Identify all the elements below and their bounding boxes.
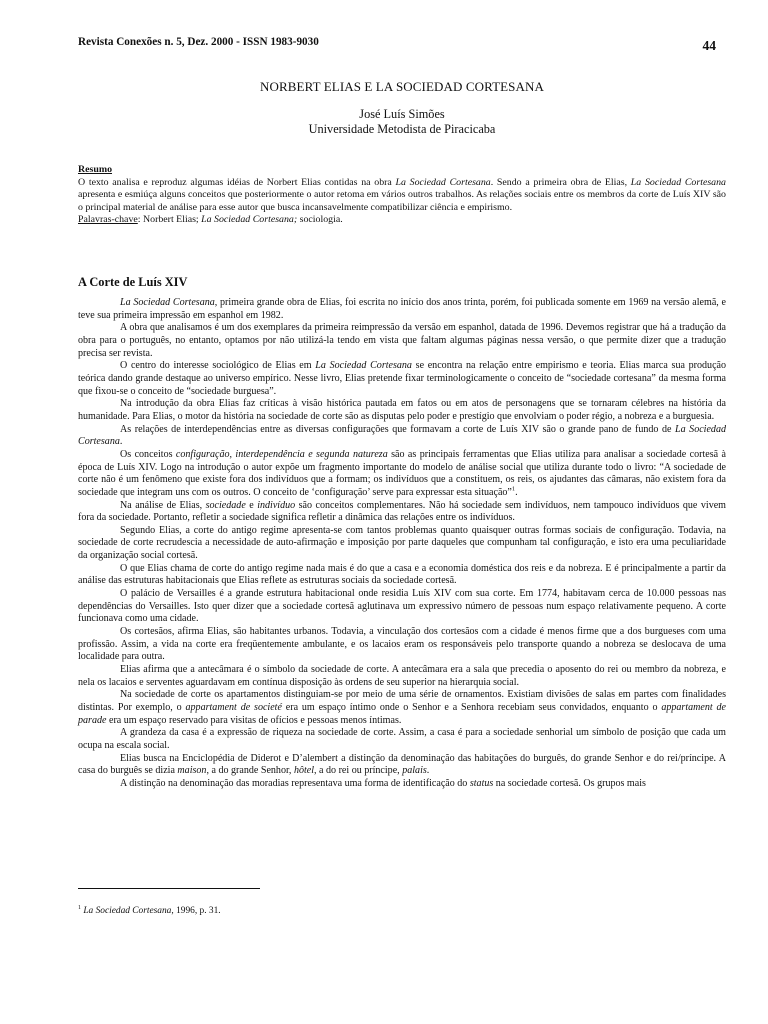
paragraph: Os conceitos configuração, interdependência e segunda natureza são as principais ferramentas que Elias utiliza para analisar a sociedade cortesã à época de Luís XIV. Logo na introdução o autor expõe um fragmento importante do modelo de análise social que utiliza durante todo o livro: “A sociedade de corte não é um fenômeno que existe fora dos indivíduos que a formam; os indivíduos que a constituem, os reis, os ajudantes das câmaras, não existem fora da sociedade que integram uns com os outros. O conceito de ‘configuração’ serve para expressar esta situação”$^1$. [78,448,726,498]
paragraph: Elias afirma que a antecâmara é o símbolo da sociedade de corte. A antecâmara era a sala que precedia o aposento do rei ou membro da nobreza, e nela os lacaios e serventes aguardavam em contínua disposição às ordens de seu superior na hierarquia social. [78,664,726,688]
paragraph: Segundo Elias, a corte do antigo regime apresenta-se com tantos problemas quanto quaisquer outras formas sociais de configuração. Todavia, na sociedade de corte recrudescia a necessidade de auto-afirmação e imposição por parte daqueles que compunham tal configuração, e isto era uma peculiaridade da organização social cortesã. [78,524,726,562]
paragraph: O palácio de Versailles é a grande estrutura habitacional onde residia Luís XIV com sua corte. Em 1774, habitavam cerca de 10.000 pessoas nas dependências do Versailles. Isto quer dizer que a sociedade cortesã aglutinava um expressivo número de pessoas num espaço relativamente pequeno. A corte funcionava como uma cidade. [78,588,726,625]
footnote: $^1$ La Sociedad Cortesana, 1996, p. 31. [78,905,221,917]
page-number: 44 [702,38,716,53]
paragraph: La Sociedad Cortesana, primeira grande obra de Elias, foi escrita no início dos anos trinta, porém, foi publicada somente em 1969 na versão alemã, e teve sua primeira impressão em espanhol em 1982. [78,297,726,321]
article-title: NORBERT ELIAS E LA SOCIEDAD CORTESANA [260,79,544,94]
abstract-heading: Resumo [78,164,113,175]
paragraph: Na sociedade de corte os apartamentos distinguiam-se por meio de uma série de ornamentos. Existiam divisões de salas em partes com finalidades distintas. Por exemplo, o appartament de societé era um espaço íntimo onde o Senhor e a Senhora recebiam seus convidados, enquanto o appartament de parade era um espaço reservado para visitas de ofícios e pessoas menos íntimas. [78,689,727,726]
running-header [78,36,716,52]
keywords-label: Palavras-chave [78,214,138,226]
author-name: José Luís Simões [359,107,445,121]
paragraph: A obra que analisamos é um dos exemplares da primeira reimpressão da versão em espanhol, datada de 1996. Devemos registrar que há a tradução da obra para o português, no entanto, optamos por não utilizá-la tendo em vista que faltam algumas páginas nessa versão, o que permite dizer que a tradução precisa ser revista. [78,322,726,359]
paragraph: Os cortesãos, afirma Elias, são habitantes urbanos. Todavia, a vinculação dos cortesãos com a cidade é menos firme que a dos burgueses com uma profissão. Assim, a vida na corte era freqüentemente ambulante, e os lacaios eram os responsáveis pelo transporte quando a nobreza se deslocava de uma localidade para outra. [78,626,726,663]
section-heading: A Corte de Luís XIV [78,275,188,289]
keywords: Palavras-chave: Norbert Elias; La Sociedad Cortesana; sociologia. [78,214,343,226]
footnote-reference[interactable]: 1 [511,485,516,493]
paragraph: O que Elias chama de corte do antigo regime nada mais é do que a casa e a economia doméstica dos reis e da nobreza. E é principalmente a partir da análise das estruturas habitacionais que Elias reflete as estruturas sociais da sociedade cortesã. [78,562,726,587]
abstract [78,164,726,227]
paragraph: As relações de interdependências entre as diversas configurações que formavam a corte de Luís XIV são o grande pano de fundo de La Sociedad Cortesana. [78,423,727,448]
paragraph: A grandeza da casa é a expressão de riqueza na sociedade de corte. Assim, a casa é para a sociedade senhorial um símbolo de posição que cada um ocupa na escala social. [78,727,726,751]
author-block [78,107,726,137]
paragraph: Na análise de Elias, sociedade e indivíduo são conceitos complementares. Não há sociedade sem indivíduos, nem tampouco indivíduos que vivem fora da sociedade. Portanto, refletir a sociedade significa refletir a dinâmica das relações entre os indivíduos. [78,499,726,524]
footnote-marker: 1 [78,905,81,911]
paragraph: Na introdução da obra Elias faz críticas à visão histórica pautada em fatos ou em atos de personagens que se tornaram célebres na história da humanidade. Para Elias, o motor da história na sociedade de corte são as disputas pelo poder e prestígio que envolviam o poder régio, a nobreza e a burguesia. [78,398,726,422]
journal-citation: Revista Conexões n. 5, Dez. 2000 - ISSN 1983-9030 [78,36,319,48]
footnote-divider [78,888,260,889]
paragraph: O centro do interesse sociológico de Elias em La Sociedad Cortesana se encontra na relação entre empirismo e teoria. Elias marca sua produção teórica dando grande destaque ao universo empírico. Nesse livro, Elias pretende fixar terminologicamente o conceito de “sociedade cortesana” da mesma forma que fixou-se o conceito de “sociedade burguesa”. [78,360,727,397]
body-text [78,297,726,791]
paragraph: A distinção na denominação das moradias representava uma forma de identificação do status na sociedade cortesã. Os grupos mais [120,777,646,789]
author-affiliation: Universidade Metodista de Piracicaba [308,122,496,136]
paragraph: Elias busca na Enciclopédia de Diderot e D’alembert a distinção da denominação das habitações do burguês, do grande Senhor e do rei/príncipe. A casa do burguês se dizia maison, a do grande Senhor, hôtel, a do rei ou príncipe, palais. [78,752,726,777]
abstract-text: O texto analisa e reproduz algumas idéias de Norbert Elias contidas na obra La Sociedad Cortesana. Sendo a primeira obra de Elias, La Sociedad Cortesana apresenta e esmiúça alguns conceitos que posteriormente o autor retoma em vários outros trabalhos. As relações sociais entre os membros da corte de Luís XIV são o principal material de análise para esse autor que busca incansavelmente compatibilizar ciência e empirismo. [78,176,726,213]
